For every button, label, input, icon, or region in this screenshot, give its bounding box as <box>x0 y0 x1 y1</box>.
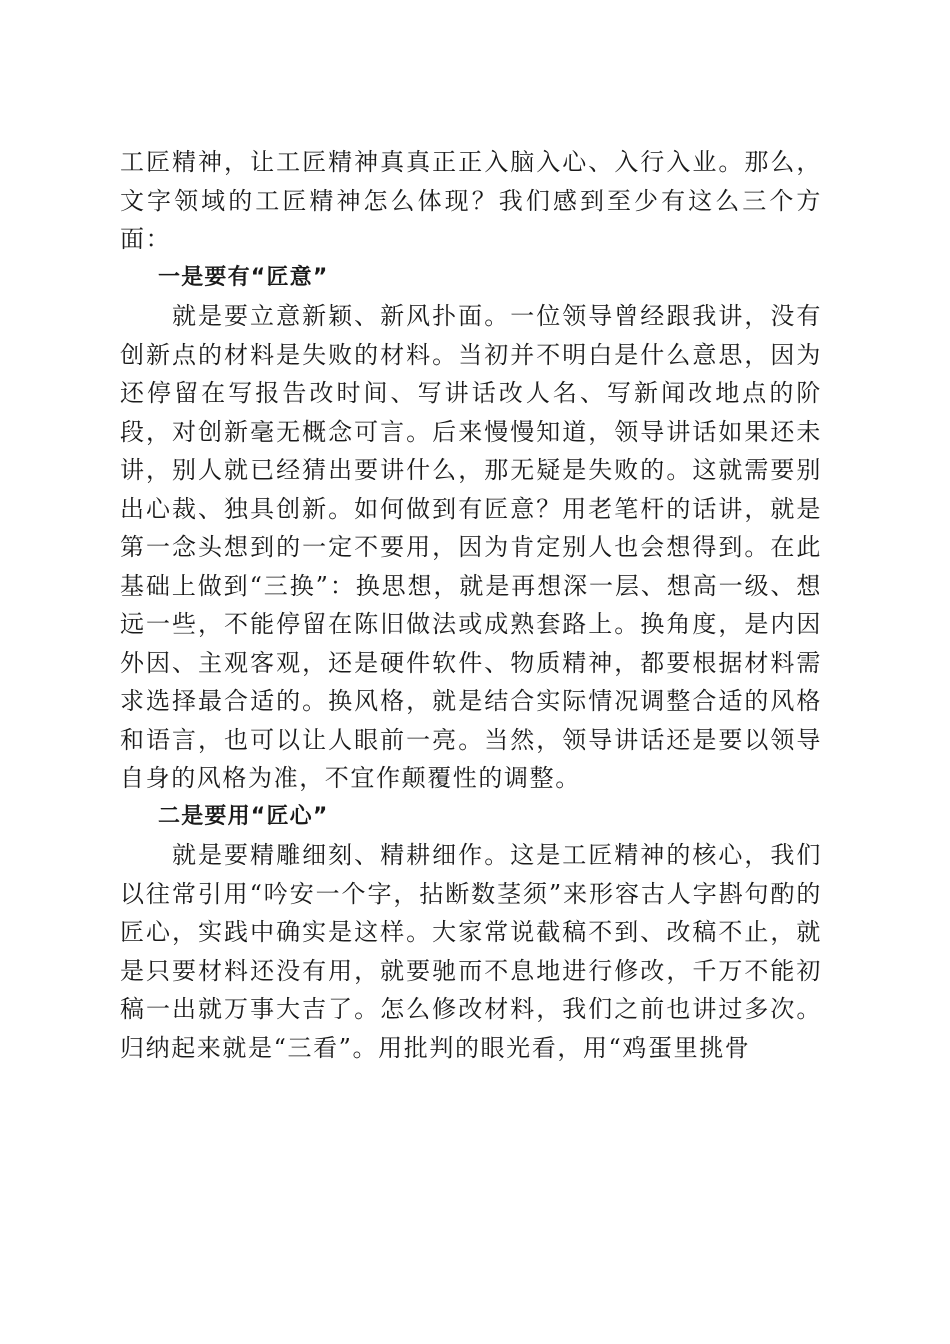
section-heading-jiangyi: 一是要有“匠意” <box>158 264 329 290</box>
paragraph-jiangxin-body: 就是要精雕细刻、精耕细作。这是工匠精神的核心，我们以往常引用“吟安一个字，拈断数茎须”来形容古人字斟句酌的匠心，实践中确实是这样。大家常说截稿不到、改稿不止，就是只要材料还没有用，就要驰而不息地进行修改，千万不能初稿一出就万事大吉了。怎么修改材料，我们之前也讲过多次。归纳起来就是“三看”。用批判的眼光看，用“鸡蛋里挑骨 <box>120 841 822 1062</box>
paragraph-intro-continuation: 工匠精神，让工匠精神真真正正入脑入心、入行入业。那么，文字领域的工匠精神怎么体现？我们感到至少有这么三个方面： <box>120 148 822 253</box>
section-heading-jiangxin: 二是要用“匠心” <box>158 803 329 829</box>
paragraph-jiangyi-body: 就是要立意新颖、新风扑面。一位领导曾经跟我讲，没有创新点的材料是失败的材料。当初并不明白是什么意思，因为还停留在写报告改时间、写讲话改人名、写新闻改地点的阶段，对创新毫无概念可言。后来慢慢知道，领导讲话如果还未讲，别人就已经猜出要讲什么，那无疑是失败的。这就需要别出心裁、独具创新。如何做到有匠意？用老笔杆的话讲，就是第一念头想到的一定不要用，因为肯定别人也会想得到。在此基础上做到“三换”：换思想，就是再想深一层、想高一级、想远一些，不能停留在陈旧做法或成熟套路上。换角度，是内因外因、主观客观，还是硬件软件、物质精神，都要根据材料需求选择最合适的。换风格，就是结合实际情况调整合适的风格和语言，也可以让人眼前一亮。当然，领导讲话还是要以领导自身的风格为准，不宜作颠覆性的调整。 <box>120 302 822 792</box>
document-body <box>120 143 822 1067</box>
